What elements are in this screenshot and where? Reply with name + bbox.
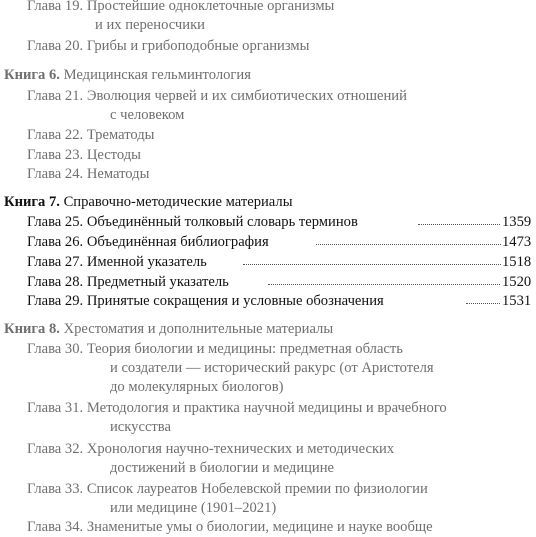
chapter-title: Эволюция червей и их симбиотических отношений xyxy=(86,88,407,104)
book-title: Справочно-методические материалы xyxy=(63,194,293,210)
toc-entry-chapter-21[interactable] xyxy=(27,87,407,106)
toc-entry-chapter-28[interactable] xyxy=(27,273,229,292)
chapter-title: Объединённый толковый словарь терминов xyxy=(86,214,358,230)
chapter-title-continuation: с человеком xyxy=(110,107,185,123)
toc-entry-book-6[interactable] xyxy=(4,66,251,85)
toc-entry-chapter-33[interactable] xyxy=(27,480,428,499)
chapter-title: Хронология научно-технических и методических xyxy=(86,441,395,457)
toc-entry-chapter-26[interactable] xyxy=(27,233,269,252)
toc-entry-chapter-30[interactable] xyxy=(27,340,403,359)
toc-entry-book-8[interactable] xyxy=(4,320,333,339)
chapter-title: Нематоды xyxy=(86,166,150,182)
toc-entry-book-7[interactable] xyxy=(4,193,293,212)
chapter-title: Список лауреатов Нобелевской премии по физиологии xyxy=(86,481,428,497)
chapter-label: Глава 31. xyxy=(27,400,84,416)
dot-leader xyxy=(466,303,500,304)
chapter-title: Цестоды xyxy=(86,147,141,163)
chapter-label: Глава 25. xyxy=(27,214,84,230)
chapter-label: Глава 33. xyxy=(27,481,84,497)
dot-leader xyxy=(243,264,501,265)
chapter-title-continuation: искусства xyxy=(110,419,171,435)
toc-entry-chapter-34[interactable] xyxy=(27,518,433,537)
chapter-label: Глава 30. xyxy=(27,341,84,357)
page-number: 1473 xyxy=(502,234,532,250)
chapter-title-continuation: и создатели — исторический ракурс (от Аристотеля xyxy=(110,360,434,376)
chapter-label: Глава 27. xyxy=(27,254,84,270)
toc-entry-chapter-29[interactable] xyxy=(27,292,384,311)
book-label: Книга 8. xyxy=(4,321,60,337)
dot-leader xyxy=(268,284,500,285)
chapter-title-continuation: и их переносчики xyxy=(95,17,205,33)
chapter-title: Знаменитые умы о биологии, медицине и науке вообще xyxy=(86,519,433,535)
chapter-title: Теория биологии и медицины: предметная область xyxy=(86,341,403,357)
chapter-label: Глава 24. xyxy=(27,166,84,182)
chapter-label: Глава 34. xyxy=(27,519,84,535)
chapter-label: Глава 20. xyxy=(27,38,84,54)
toc-entry-chapter-22[interactable] xyxy=(27,126,155,145)
chapter-label: Глава 26. xyxy=(27,234,84,250)
toc-entry-chapter-27[interactable] xyxy=(27,253,207,272)
toc-entry-chapter-25[interactable] xyxy=(27,213,358,232)
chapter-label: Глава 22. xyxy=(27,127,84,143)
book-title: Медицинская гельминтология xyxy=(63,67,251,83)
chapter-label: Глава 28. xyxy=(27,274,84,290)
toc-entry-chapter-24[interactable] xyxy=(27,165,149,184)
chapter-title-continuation: до молекулярных биологов) xyxy=(110,379,284,395)
page-number: 1359 xyxy=(502,214,532,230)
book-label: Книга 6. xyxy=(4,67,60,83)
chapter-title: Методология и практика научной медицины и врачебного xyxy=(86,400,447,416)
book-label: Книга 7. xyxy=(4,194,60,210)
chapter-title: Объединённая библиография xyxy=(86,234,269,250)
chapter-label: Глава 21. xyxy=(27,88,84,104)
toc-entry-chapter-20[interactable] xyxy=(27,37,309,56)
chapter-title: Трематоды xyxy=(86,127,155,143)
chapter-title: Грибы и грибоподобные организмы xyxy=(86,38,310,54)
toc-entry-chapter-32[interactable] xyxy=(27,440,394,459)
toc-entry-chapter-23[interactable] xyxy=(27,146,141,165)
book-title: Хрестоматия и дополнительные материалы xyxy=(63,321,334,337)
chapter-title: Принятые сокращения и условные обозначения xyxy=(86,293,384,309)
chapter-label: Глава 23. xyxy=(27,147,84,163)
chapter-label: Глава 29. xyxy=(27,293,84,309)
chapter-title-continuation: или медицине (1901–2021) xyxy=(110,500,277,516)
chapter-label: Глава 19. xyxy=(27,0,84,14)
dot-leader xyxy=(316,244,501,245)
chapter-label: Глава 32. xyxy=(27,441,84,457)
page-number: 1531 xyxy=(502,293,532,309)
chapter-title-continuation: достижений в биологии и медицине xyxy=(110,460,335,476)
toc-entry-chapter-19[interactable] xyxy=(27,0,334,16)
toc-entry-chapter-31[interactable] xyxy=(27,399,447,418)
chapter-title: Именной указатель xyxy=(86,254,207,270)
page-number: 1520 xyxy=(502,274,532,290)
chapter-title: Простейшие одноклеточные организмы xyxy=(86,0,335,14)
chapter-title: Предметный указатель xyxy=(86,274,229,290)
page-number: 1518 xyxy=(502,254,532,270)
dot-leader xyxy=(418,224,500,225)
